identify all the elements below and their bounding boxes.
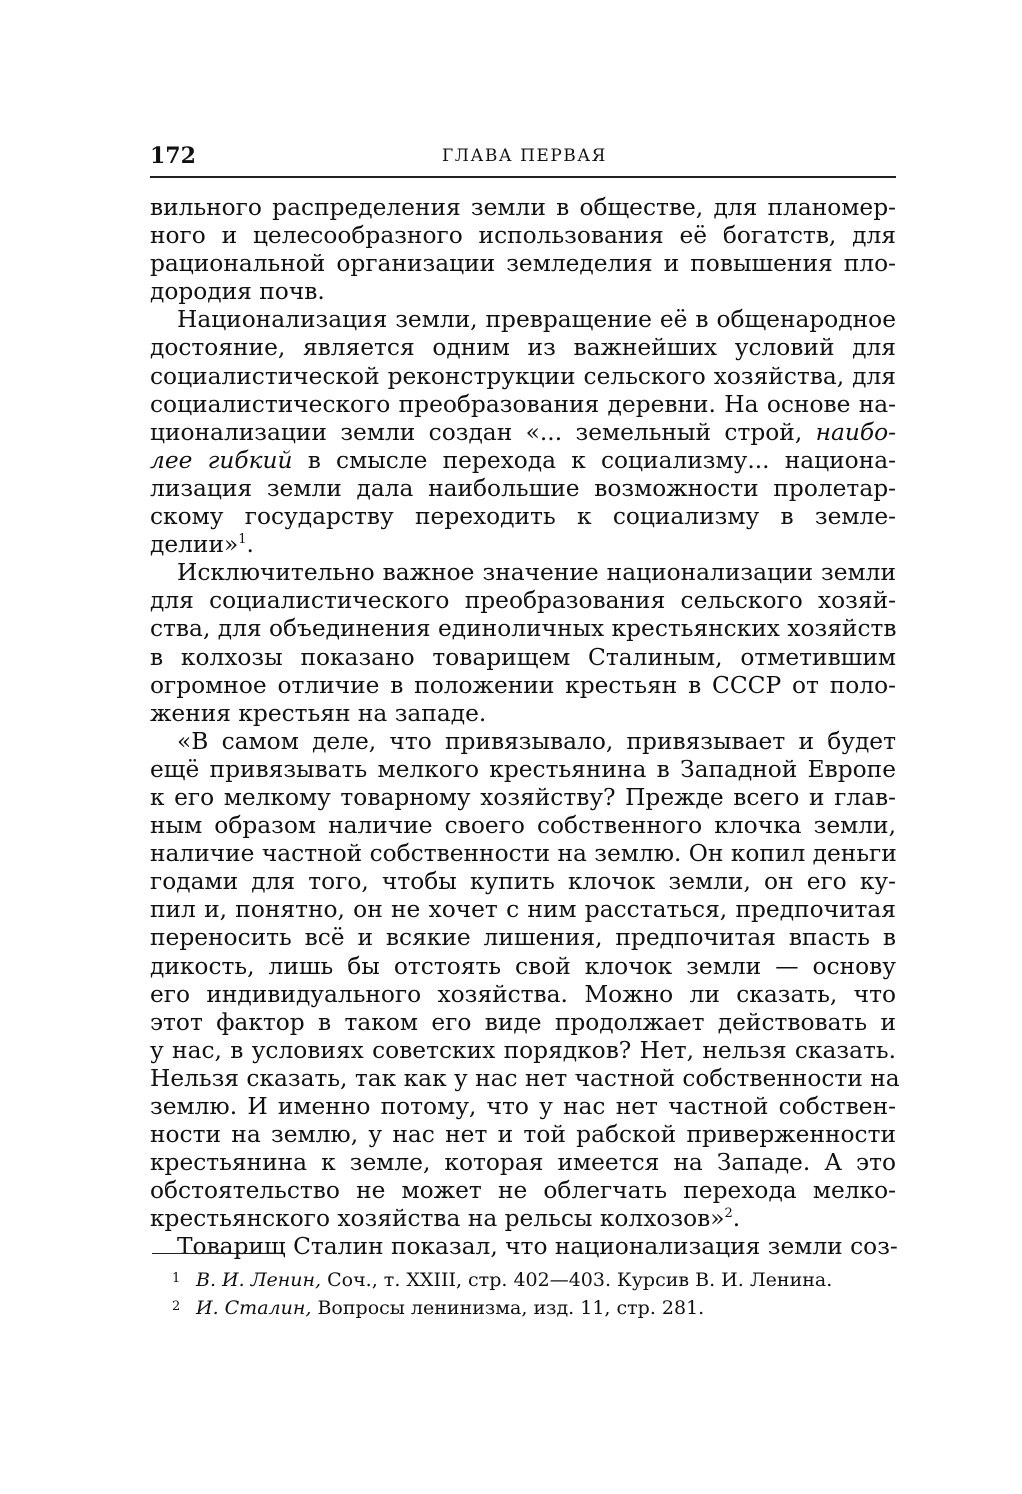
text-line	[150, 728, 896, 756]
footnote-author: И. Сталин,	[196, 1297, 312, 1319]
text-line	[150, 559, 896, 587]
text-line	[150, 1009, 896, 1037]
footnote	[150, 1265, 896, 1293]
text-segment: в смысле перехода к социализму... национа-	[292, 446, 896, 474]
body-text	[150, 194, 900, 1262]
text-segment: ства, для объединения единоличных крестьянских хозяйств	[150, 615, 897, 643]
text-segment: лизация земли дала наибольшие возможности пролетар-	[150, 474, 896, 502]
text-segment: крестьянского хозяйства на рельсы колхозов»	[150, 1205, 725, 1233]
text-segment: переносить всё и всякие лишения, предпочитая впасть в	[150, 924, 896, 952]
text-segment: этот фактор в таком его виде продолжает действовать и	[150, 1008, 896, 1036]
text-line	[150, 363, 896, 391]
text-segment: у нас, в условиях советских порядков? Нет, нельзя сказать.	[150, 1036, 896, 1064]
text-segment: Национализация земли, превращение её в общенародное	[177, 306, 896, 334]
text-segment: обстоятельство не может не облегчать перехода мелко-	[150, 1177, 896, 1205]
text-line	[150, 700, 896, 728]
text-segment: дикость, лишь бы отстоять свой клочок земли — основу	[150, 952, 896, 980]
text-line	[150, 503, 896, 531]
text-segment: скому государству переходить к социализму в земле-	[150, 503, 896, 531]
text-line	[150, 1205, 896, 1233]
text-line	[150, 672, 896, 700]
text-segment: делии»	[150, 531, 239, 559]
text-line	[150, 531, 896, 559]
text-line	[150, 644, 896, 672]
text-segment: вильного распределения земли в обществе, для планомер-	[150, 194, 896, 221]
text-line	[150, 306, 896, 334]
text-segment: ного и целесообразного использования её богатств, для	[150, 222, 896, 250]
text-line	[150, 1233, 896, 1261]
text-segment: .	[732, 1205, 741, 1233]
text-line	[150, 391, 896, 419]
footnote-text: Вопросы ленинизма, изд. 11, стр. 281.	[311, 1297, 705, 1319]
running-head: ГЛАВА ПЕРВАЯ	[442, 146, 607, 166]
text-line	[150, 475, 896, 503]
text-line	[150, 250, 896, 278]
text-segment: крестьянина к земле, которая имеется на Западе. А это	[150, 1149, 896, 1177]
text-line	[150, 278, 896, 306]
text-segment: наличие частной собственности на землю. Он копил деньги	[150, 840, 897, 868]
text-segment: Нельзя сказать, так как у нас нет частной собственности на	[150, 1064, 900, 1092]
text-segment: рациональной организации земледелия и повышения пло-	[150, 250, 896, 278]
text-segment: Товарищ Сталин показал, что национализация земли соз-	[177, 1233, 898, 1261]
text-segment: ещё привязывать мелкого крестьянина в Западной Европе	[150, 755, 896, 783]
text-segment: Исключительно важное значение национализации земли	[177, 559, 896, 587]
text-line	[150, 615, 896, 643]
text-segment: землю. И именно потому, что у нас нет частной собствен-	[150, 1093, 896, 1120]
text-segment: годами для того, чтобы купить клочок земли, он его ку-	[150, 868, 896, 896]
text-segment: «В самом деле, что привязывало, привязывает и будет	[177, 727, 896, 755]
text-line	[150, 1037, 896, 1065]
header-rule	[150, 176, 896, 178]
footnotes	[150, 1265, 896, 1321]
text-segment: жения крестьян на западе.	[150, 699, 487, 727]
text-line	[150, 1121, 896, 1149]
text-segment: в колхозы показано товарищем Сталиным, отметившим	[150, 643, 896, 671]
footnote-rule	[152, 1253, 280, 1254]
text-line	[150, 896, 896, 924]
text-line	[150, 334, 896, 362]
text-segment: .	[246, 531, 254, 559]
text-line	[150, 1093, 896, 1121]
text-segment: достояние, является одним из важнейших условий для	[150, 334, 896, 362]
footnote-marker: 2	[724, 1206, 733, 1222]
footnote-number: 1	[172, 1271, 181, 1286]
text-line	[150, 924, 896, 952]
text-segment: ционализации земли создан «... земельный строй,	[150, 418, 816, 446]
text-line	[150, 447, 896, 475]
text-line	[150, 953, 896, 981]
italic-text: наибо-	[815, 418, 896, 446]
text-line	[150, 784, 896, 812]
text-line	[150, 812, 896, 840]
page-number: 172	[150, 143, 196, 169]
text-segment: пил и, понятно, он не хочет с ним расстаться, предпочитая	[150, 896, 896, 924]
text-line	[150, 840, 896, 868]
footnote-number: 2	[172, 1299, 181, 1314]
footnote-author: В. И. Ленин,	[196, 1269, 322, 1291]
text-segment: ности на землю, у нас нет и той рабской приверженности	[150, 1121, 896, 1149]
text-segment: социалистической реконструкции сельского хозяйства, для	[150, 362, 896, 390]
text-segment: к его мелкому товарному хозяйству? Прежде всего и глав-	[150, 783, 896, 811]
page-header	[150, 143, 896, 173]
text-line	[150, 222, 896, 250]
text-segment: его индивидуального хозяйства. Можно ли сказать, что	[150, 980, 896, 1008]
italic-text: лее гибкий	[150, 446, 293, 474]
footnote-marker: 1	[238, 532, 247, 548]
text-segment: для социалистического преобразования сельского хозяй-	[150, 587, 896, 615]
text-line	[150, 419, 896, 447]
footnote-text: Соч., т. XXIII, стр. 402—403. Курсив В. И. Ленина.	[321, 1269, 833, 1291]
text-line	[150, 1064, 900, 1093]
text-segment: ным образом наличие своего собственного клочка земли,	[150, 812, 896, 840]
footnote	[150, 1293, 896, 1321]
text-line	[150, 1149, 896, 1177]
text-segment: огромное отличие в положении крестьян в СССР от поло-	[150, 671, 896, 699]
text-segment: социалистического преобразования деревни. На основе на-	[150, 390, 896, 418]
text-line	[150, 587, 896, 615]
text-line	[150, 194, 896, 222]
text-line	[150, 981, 896, 1009]
text-line	[150, 756, 896, 784]
text-segment: дородия почв.	[150, 278, 325, 306]
text-line	[150, 868, 896, 896]
text-line	[150, 1177, 896, 1205]
